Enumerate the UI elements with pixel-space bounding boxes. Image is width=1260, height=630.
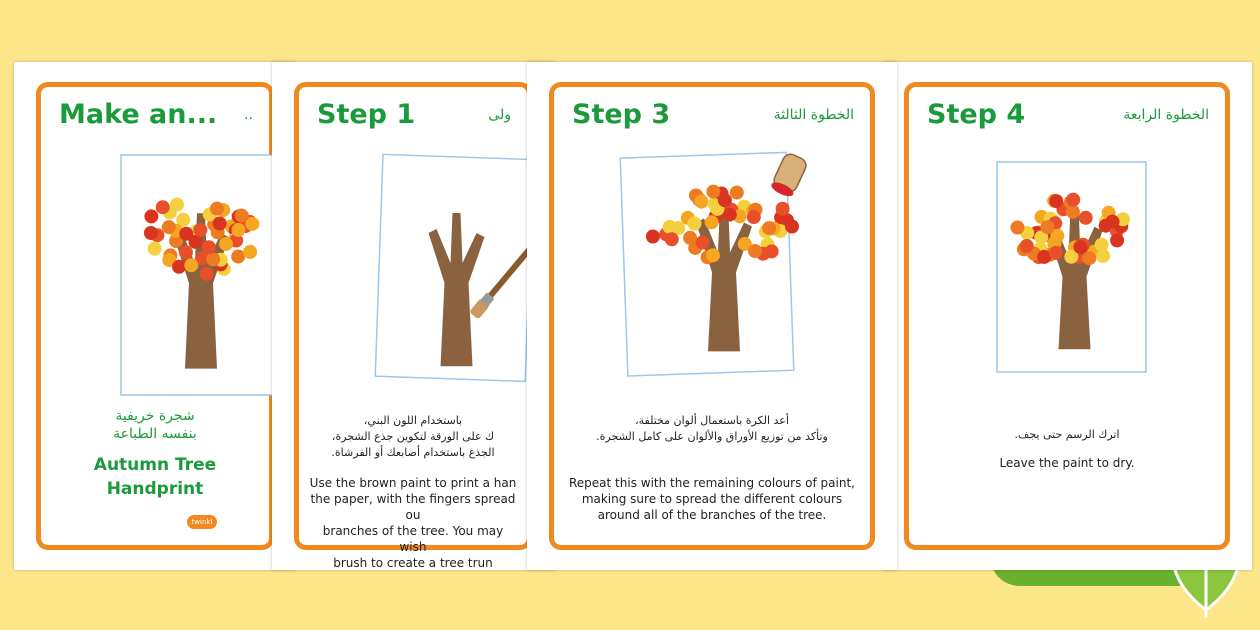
card-title: Step 4 <box>927 99 1026 130</box>
card-frame <box>549 82 875 550</box>
leaf-dab <box>776 202 790 216</box>
card-arabic-title: الخطوة الرابعة <box>1123 107 1209 123</box>
leaf-dab <box>706 185 720 199</box>
leaf-dab <box>696 235 710 249</box>
leaf-dab <box>1095 238 1109 252</box>
leaf-dab <box>747 210 761 224</box>
card-title: Make an... <box>59 99 218 130</box>
step-4-card <box>882 62 1252 570</box>
card-arabic-title: .. <box>244 107 253 123</box>
leaf-dab <box>1066 205 1080 219</box>
leaf-dab <box>210 202 224 216</box>
twinkl-logo: twinkl <box>187 515 217 529</box>
arabic-name: شجرة خريفية بنفسه الطباعة <box>113 408 197 442</box>
leaf-dab <box>705 215 719 229</box>
leaf-dab <box>1073 240 1087 254</box>
leaf-dab <box>202 240 216 254</box>
card-arabic-title: ولى <box>488 107 511 123</box>
tree-illustration <box>119 153 279 398</box>
english-instructions: Leave the paint to dry. <box>999 456 1135 470</box>
leaf-dab <box>200 267 214 281</box>
leaf-dab <box>730 186 744 200</box>
leaf-dab <box>694 195 708 209</box>
leaf-dab <box>1049 194 1063 208</box>
arabic-instructions: باستخدام اللون البني، ك على الورقة لتكوين جذع الشجرة، الجذع باستخدام أصابعك أو الفرشاة. <box>331 414 495 459</box>
english-name: Autumn Tree Handprint <box>93 455 217 499</box>
leaf-dab <box>172 260 186 274</box>
leaf-dab <box>184 258 198 272</box>
leaf-dab <box>232 223 246 237</box>
leaf-dab <box>162 220 176 234</box>
card-title: Step 1 <box>317 99 416 130</box>
leaf-dab <box>193 223 207 237</box>
leaf-dab <box>646 230 660 244</box>
leaf-dab <box>144 209 158 223</box>
leaf-dab <box>748 244 762 258</box>
tree-illustration <box>622 149 822 379</box>
leaf-dab <box>219 237 233 251</box>
step-3-card <box>527 62 897 570</box>
card-frame <box>904 82 1230 550</box>
leaf-dab <box>144 226 158 240</box>
leaf-dab <box>706 248 720 262</box>
leaf-dab <box>213 217 227 231</box>
english-instructions: Repeat this with the remaining colours of paint, making sure to spread the different colours around all of the branches of the tree. <box>569 476 855 522</box>
leaf-dab <box>1066 193 1080 207</box>
leaf-dab <box>1106 215 1120 229</box>
leaf-dab <box>688 217 702 231</box>
card-frame <box>36 82 274 550</box>
leaf-dab <box>235 209 249 223</box>
leaf-dab <box>1020 239 1034 253</box>
arabic-instructions: أعد الكرة باستعمال ألوان مختلفة، وتأكد من توزيع الأوراق والألوان على كامل الشجرة. <box>596 414 828 443</box>
leaf-dab <box>148 242 162 256</box>
leaf-dab <box>1079 211 1093 225</box>
leaf-dab <box>156 200 170 214</box>
cover-card <box>14 62 296 570</box>
leaf-dab <box>1011 221 1025 235</box>
leaf-dab <box>665 232 679 246</box>
leaf-dab <box>663 220 677 234</box>
handprint-illustration <box>377 155 552 395</box>
leaf-dab <box>1041 220 1055 234</box>
leaf-dab <box>1082 251 1096 265</box>
leaf-dab <box>762 221 776 235</box>
leaf-dab <box>243 245 257 259</box>
card-title: Step 3 <box>572 99 671 130</box>
leaf-dab <box>765 244 779 258</box>
arabic-instructions: اترك الرسم حتى يجف. <box>1014 428 1120 441</box>
step-1-card <box>272 62 554 570</box>
leaf-dab <box>179 245 193 259</box>
leaf-dab <box>718 193 732 207</box>
leaf-dab <box>1110 233 1124 247</box>
tree-illustration <box>995 160 1150 375</box>
leaf-dab <box>723 208 737 222</box>
leaf-dab <box>206 252 220 266</box>
leaf-dab <box>179 227 193 241</box>
leaf-dab <box>1049 246 1063 260</box>
leaf-dab <box>231 250 245 264</box>
card-frame <box>294 82 532 570</box>
english-instructions: Use the brown paint to print a han the paper, with the fingers spread ou branches of the tree. You may wish brush to create a tree trun <box>309 476 517 570</box>
leaf-dab <box>785 220 799 234</box>
card-arabic-title: الخطوة الثالثة <box>773 107 854 123</box>
